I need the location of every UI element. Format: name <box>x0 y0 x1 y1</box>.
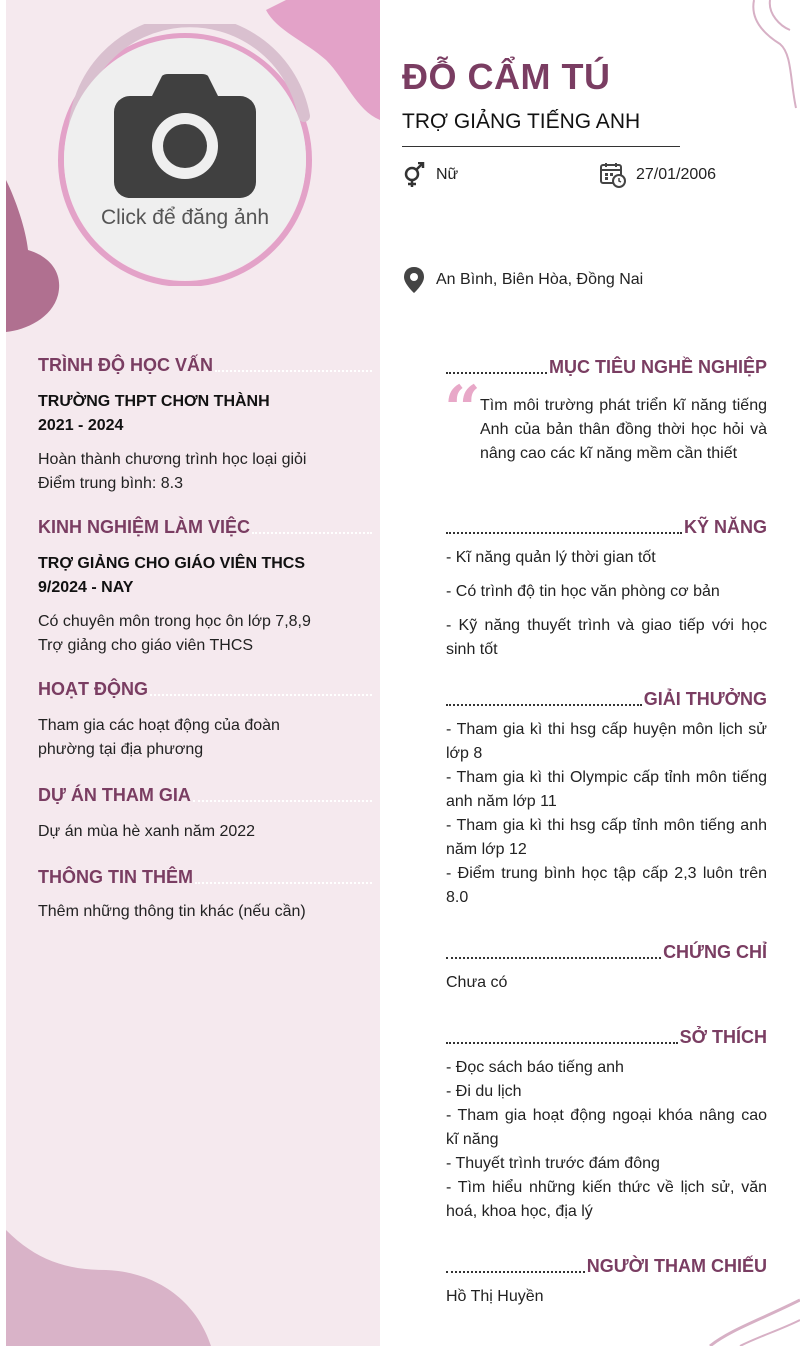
section-title: TRÌNH ĐỘ HỌC VẤN <box>38 355 213 375</box>
calendar-icon <box>600 162 626 188</box>
objective-text-block <box>480 394 767 466</box>
job-desc: Trợ giảng cho giáo viên THCS <box>38 637 254 654</box>
section-title: THÔNG TIN THÊM <box>38 867 193 887</box>
gender-value: Nữ <box>436 166 459 183</box>
job-title: TRỢ GIẢNG TIẾNG ANH <box>402 110 641 133</box>
quote-icon: “ <box>444 372 481 447</box>
section-extra-info <box>38 866 372 924</box>
list-item: - Tham gia kì thi hsg cấp huyện môn lịch sử lớp 8 <box>446 721 767 762</box>
full-name: ĐỖ CẨM TÚ <box>402 56 611 97</box>
list-item: - Điểm trung bình học tập cấp 2,3 luôn trên 8.0 <box>446 865 767 906</box>
left-column <box>6 0 380 1346</box>
section-references <box>446 1255 767 1309</box>
list-item: - Tìm hiểu những kiến thức về lịch sử, văn hoá, khoa học, địa lý <box>446 1179 767 1220</box>
list-item: - Đọc sách báo tiếng anh <box>446 1059 624 1076</box>
list-item: - Đi du lịch <box>446 1083 522 1100</box>
avatar-upload[interactable] <box>54 24 316 286</box>
list-item: - Kỹ năng thuyết trình và giao tiếp với học sinh tốt <box>446 617 767 658</box>
list-item: - Tham gia kì thi Olympic cấp tỉnh môn tiếng anh năm lớp 11 <box>446 769 767 810</box>
section-certificates <box>446 941 767 995</box>
section-title: SỞ THÍCH <box>679 1027 767 1047</box>
section-projects <box>38 784 372 844</box>
section-education <box>38 354 372 496</box>
section-title: MỤC TIÊU NGHỀ NGHIỆP <box>548 357 767 377</box>
reference-name: Hồ Thị Huyền <box>446 1288 544 1305</box>
address-field <box>402 266 643 294</box>
section-title: GIẢI THƯỞNG <box>643 689 767 709</box>
education-gpa: Điểm trung bình: 8.3 <box>38 475 183 492</box>
section-title: KỸ NĂNG <box>683 517 767 537</box>
address-value: An Bình, Biên Hòa, Đồng Nai <box>436 271 644 288</box>
activity-desc: Tham gia các hoạt động của đoàn <box>38 717 280 734</box>
list-item: - Tham gia kì thi hsg cấp tỉnh môn tiếng anh năm lớp 12 <box>446 817 767 858</box>
section-activities <box>38 678 372 762</box>
section-awards <box>446 688 767 910</box>
birthday-value: 27/01/2006 <box>636 166 717 183</box>
camera-icon <box>114 74 256 198</box>
job-desc: Có chuyên môn trong học ôn lớp 7,8,9 <box>38 613 311 630</box>
section-title: NGƯỜI THAM CHIẾU <box>586 1256 767 1276</box>
section-career-objective <box>446 356 767 378</box>
project-desc: Dự án mùa hè xanh năm 2022 <box>38 823 256 840</box>
section-hobbies <box>446 1026 767 1224</box>
activity-desc: phường tại địa phương <box>38 741 204 758</box>
avatar-upload-label: Click để đăng ảnh <box>100 206 270 229</box>
education-desc: Hoàn thành chương trình học loại giỏi <box>38 451 307 468</box>
list-item: - Có trình độ tin học văn phòng cơ bản <box>446 583 720 600</box>
birthday-field <box>600 162 716 188</box>
section-title: HOẠT ĐỘNG <box>38 679 148 699</box>
header-divider <box>402 146 680 147</box>
job-position: TRỢ GIẢNG CHO GIÁO VIÊN THCS <box>38 555 305 572</box>
list-item: - Thuyết trình trước đám đông <box>446 1155 660 1172</box>
list-item: - Tham gia hoạt động ngoại khóa nâng cao kĩ năng <box>446 1107 767 1148</box>
job-period: 9/2024 - NAY <box>38 579 134 596</box>
gender-icon <box>402 162 426 188</box>
decor-blob-bottom <box>6 1230 216 1346</box>
section-experience <box>38 516 372 658</box>
section-title: DỰ ÁN THAM GIA <box>38 785 191 805</box>
gender-field <box>402 162 458 188</box>
list-item: - Kĩ năng quản lý thời gian tốt <box>446 549 656 566</box>
objective-text: Tìm môi trường phát triển kĩ năng tiếng Anh của bản thân đồng thời học hỏi và nâng cao các kĩ năng mềm cần thiết <box>480 397 767 462</box>
certificate-text: Chưa có <box>446 974 508 991</box>
section-title: CHỨNG CHỈ <box>663 942 767 962</box>
decor-swirl-top <box>740 0 800 110</box>
location-pin-icon <box>402 266 426 294</box>
education-period: 2021 - 2024 <box>38 417 124 434</box>
extra-desc: Thêm những thông tin khác (nếu cần) <box>38 903 306 920</box>
section-title: KINH NGHIỆM LÀM VIỆC <box>38 517 251 537</box>
school-name: TRƯỜNG THPT CHƠN THÀNH <box>38 393 270 410</box>
section-skills <box>446 516 767 662</box>
